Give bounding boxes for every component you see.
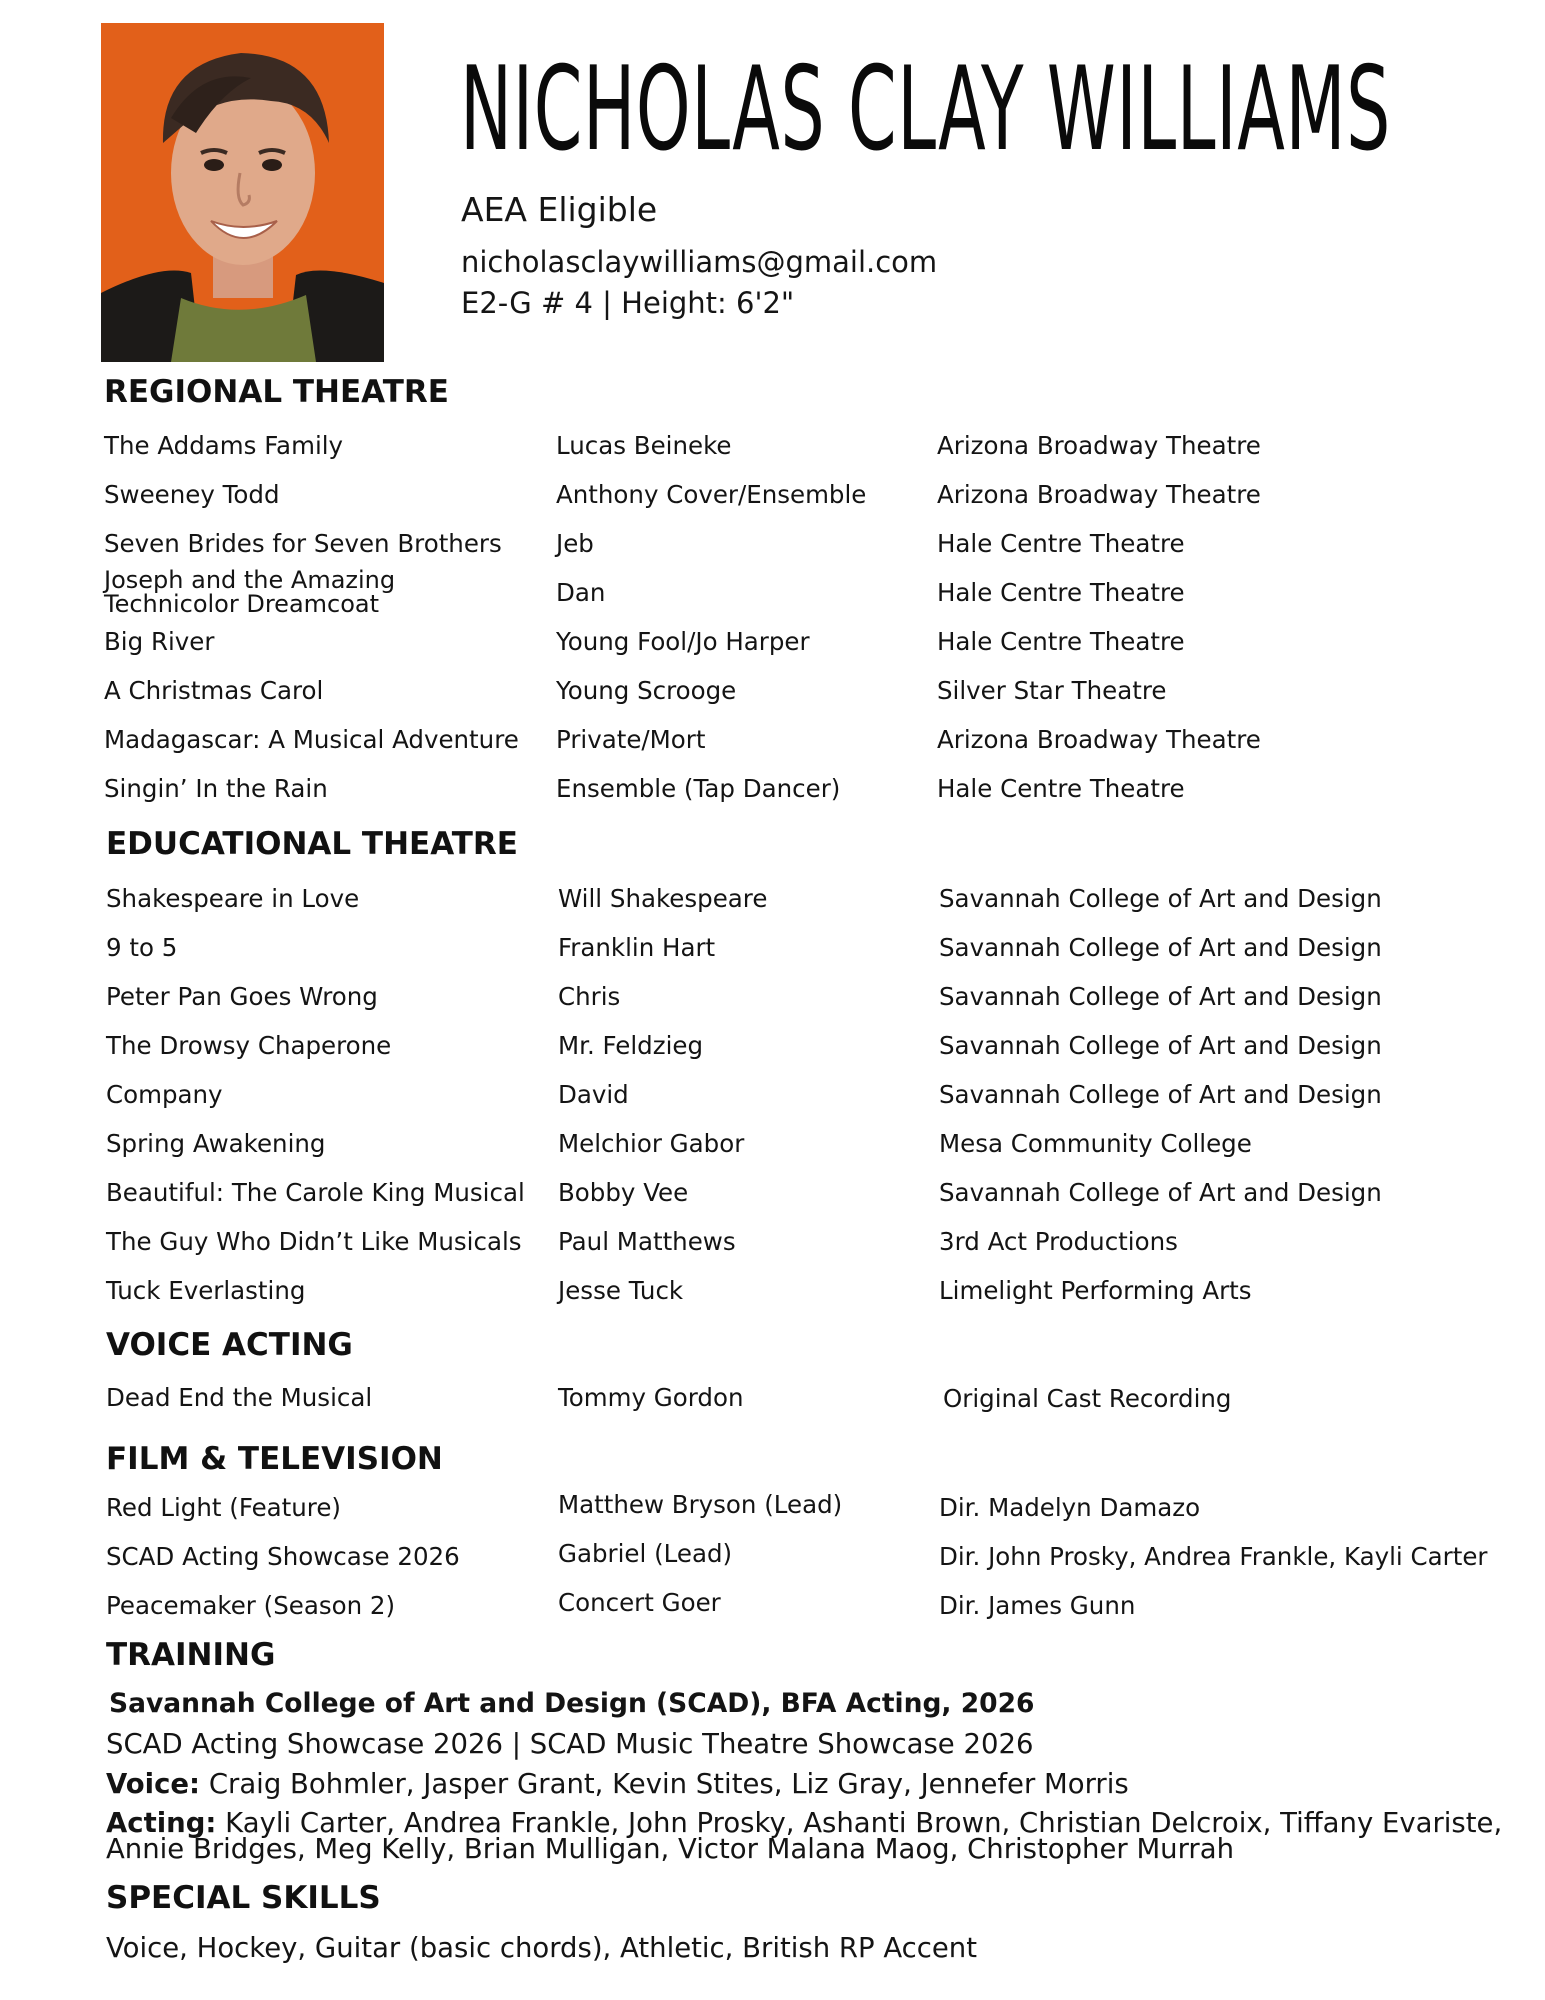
credit-role: Mr. Feldzieg <box>558 1031 704 1060</box>
credit-role: Lucas Beineke <box>556 431 732 460</box>
credit-venue: Savannah College of Art and Design <box>939 884 1382 913</box>
headshot-image <box>101 23 384 362</box>
credit-role: Young Scrooge <box>556 676 737 705</box>
credit-show: Singin’ In the Rain <box>104 774 328 803</box>
credit-director: Dir. Madelyn Damazo <box>939 1493 1201 1522</box>
credit-role: Gabriel (Lead) <box>558 1539 733 1568</box>
training-school: Savannah College of Art and Design (SCAD), BFA Acting, 2026 <box>109 1688 1035 1719</box>
credit-venue: Arizona Broadway Theatre <box>937 431 1261 460</box>
credit-role: Melchior Gabor <box>558 1129 745 1158</box>
credit-venue: Savannah College of Art and Design <box>939 1178 1382 1207</box>
section-heading-regional: REGIONAL THEATRE <box>104 374 449 410</box>
credit-venue: Silver Star Theatre <box>937 676 1167 705</box>
credit-show: SCAD Acting Showcase 2026 <box>106 1542 460 1571</box>
credit-venue: Mesa Community College <box>939 1129 1252 1158</box>
credit-show: Dead End the Musical <box>106 1383 373 1412</box>
credit-venue: Savannah College of Art and Design <box>939 933 1382 962</box>
credit-show: Red Light (Feature) <box>106 1493 341 1522</box>
credit-show-line1: Joseph and the Amazing <box>104 566 396 594</box>
credit-venue: Savannah College of Art and Design <box>939 982 1382 1011</box>
credit-director: Dir. John Prosky, Andrea Frankle, Kayli Carter <box>939 1542 1488 1571</box>
credit-venue: Original Cast Recording <box>943 1384 1232 1413</box>
credit-show: Spring Awakening <box>106 1129 326 1158</box>
credit-venue: Hale Centre Theatre <box>937 578 1185 607</box>
credit-venue: Hale Centre Theatre <box>937 529 1185 558</box>
credit-row <box>0 1227 1545 1261</box>
credit-row <box>0 1588 1545 1625</box>
credit-role: Young Fool/Jo Harper <box>556 627 810 656</box>
training-acting-label: Acting: <box>106 1807 217 1839</box>
credit-role: Dan <box>556 578 606 607</box>
credit-director: Dir. James Gunn <box>939 1591 1136 1620</box>
headshot-photo <box>101 23 384 362</box>
credit-row <box>0 933 1545 967</box>
training-voice <box>106 1768 1129 1800</box>
credit-row <box>0 1383 1545 1417</box>
credit-role: Paul Matthews <box>558 1227 736 1256</box>
credit-venue: Hale Centre Theatre <box>937 774 1185 803</box>
credit-row <box>0 431 1545 465</box>
credit-row <box>0 566 1545 618</box>
credit-venue: Limelight Performing Arts <box>939 1276 1252 1305</box>
credit-venue: Savannah College of Art and Design <box>939 1080 1382 1109</box>
skills-list: Voice, Hockey, Guitar (basic chords), Athletic, British RP Accent <box>106 1932 978 1964</box>
credit-row <box>0 676 1545 710</box>
credit-show: Beautiful: The Carole King Musical <box>106 1178 525 1207</box>
credit-role: Tommy Gordon <box>558 1383 744 1412</box>
credit-row <box>0 1080 1545 1114</box>
credit-show: Peacemaker (Season 2) <box>106 1591 396 1620</box>
credit-row <box>0 1129 1545 1163</box>
credit-row <box>0 627 1545 661</box>
credit-venue: Arizona Broadway Theatre <box>937 725 1261 754</box>
credit-show: Sweeney Todd <box>104 480 280 509</box>
credit-show: Seven Brides for Seven Brothers <box>104 529 502 558</box>
training-acting <box>106 1807 1503 1865</box>
actor-name: NICHOLAS CLAY WILLIAMS <box>460 42 1391 177</box>
credit-role: David <box>558 1080 629 1109</box>
credit-row <box>0 774 1545 808</box>
credit-show: The Addams Family <box>104 431 344 460</box>
training-showcases: SCAD Acting Showcase 2026 | SCAD Music Theatre Showcase 2026 <box>106 1728 1034 1760</box>
section-heading-film-tv: FILM & TELEVISION <box>106 1441 443 1477</box>
credit-role: Franklin Hart <box>558 933 716 962</box>
credit-role: Anthony Cover/Ensemble <box>556 480 867 509</box>
credit-show: Shakespeare in Love <box>106 884 360 913</box>
credit-row <box>0 1031 1545 1065</box>
credit-row <box>0 1490 1545 1527</box>
section-heading-educational: EDUCATIONAL THEATRE <box>106 826 518 862</box>
credit-venue: Arizona Broadway Theatre <box>937 480 1261 509</box>
credit-row <box>0 1276 1545 1310</box>
credit-show <box>104 568 395 616</box>
credit-role: Jeb <box>556 529 594 558</box>
training-acting-teachers-line2: Annie Bridges, Meg Kelly, Brian Mulligan, Victor Malana Maog, Christopher Murrah <box>106 1833 1235 1865</box>
credit-role: Private/Mort <box>556 725 706 754</box>
credit-row <box>0 529 1545 563</box>
credit-role: Chris <box>558 982 621 1011</box>
credit-row <box>0 1178 1545 1212</box>
credit-role: Matthew Bryson (Lead) <box>558 1490 843 1519</box>
credit-role: Jesse Tuck <box>558 1276 684 1305</box>
training-voice-teachers: Craig Bohmler, Jasper Grant, Kevin Stites, Liz Gray, Jennefer Morris <box>208 1768 1129 1800</box>
credit-show: Peter Pan Goes Wrong <box>106 982 378 1011</box>
training-acting-teachers-line1: Kayli Carter, Andrea Frankle, John Prosky, Ashanti Brown, Christian Delcroix, Tiffany Evariste, <box>225 1807 1503 1839</box>
section-heading-voice-acting: VOICE ACTING <box>106 1327 353 1363</box>
credit-role: Bobby Vee <box>558 1178 689 1207</box>
email[interactable]: nicholasclaywilliams@gmail.com <box>461 245 938 279</box>
credit-show: Big River <box>104 627 215 656</box>
credit-role: Ensemble (Tap Dancer) <box>556 774 841 803</box>
credit-show: A Christmas Carol <box>104 676 324 705</box>
credit-show: 9 to 5 <box>106 933 178 962</box>
credit-venue: Hale Centre Theatre <box>937 627 1185 656</box>
credit-venue: Savannah College of Art and Design <box>939 1031 1382 1060</box>
credit-show: Madagascar: A Musical Adventure <box>104 725 519 754</box>
section-heading-training: TRAINING <box>106 1637 276 1673</box>
credit-row <box>0 1539 1545 1576</box>
credit-row <box>0 884 1545 918</box>
credit-role: Will Shakespeare <box>558 884 768 913</box>
physical-stats: E2-G # 4 | Height: 6'2" <box>461 286 795 320</box>
credit-venue: 3rd Act Productions <box>939 1227 1178 1256</box>
credit-show: Tuck Everlasting <box>106 1276 306 1305</box>
credit-row <box>0 480 1545 514</box>
section-heading-skills: SPECIAL SKILLS <box>106 1880 381 1916</box>
credit-row <box>0 725 1545 759</box>
credit-show: The Guy Who Didn’t Like Musicals <box>106 1227 522 1256</box>
credit-show-line2: Technicolor Dreamcoat <box>104 590 380 618</box>
credit-row <box>0 982 1545 1016</box>
union-status: AEA Eligible <box>461 190 658 229</box>
credit-show: The Drowsy Chaperone <box>106 1031 392 1060</box>
training-voice-label: Voice: <box>106 1768 201 1800</box>
credit-show: Company <box>106 1080 223 1109</box>
credit-role: Concert Goer <box>558 1588 721 1617</box>
